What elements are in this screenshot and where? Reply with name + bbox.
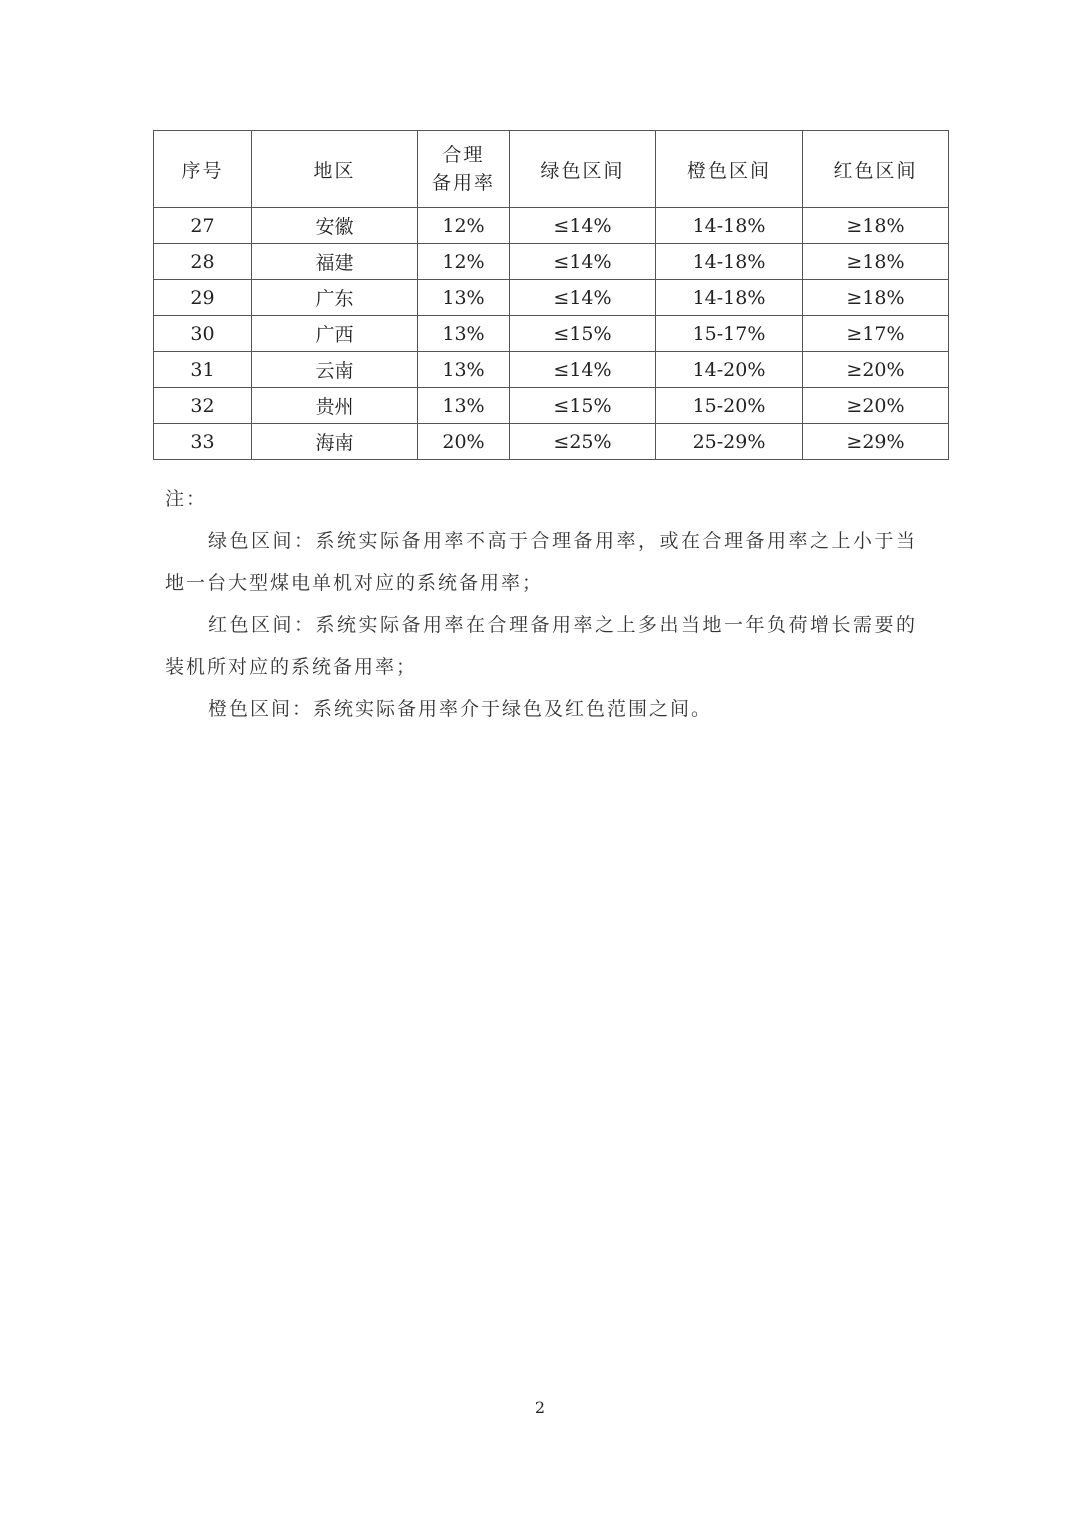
- cell-index: 28: [154, 244, 252, 280]
- table-row: [154, 244, 949, 280]
- cell-region: 云南: [252, 352, 418, 388]
- header-green-range: 绿色区间: [510, 131, 656, 208]
- cell-red-range: ≥18%: [803, 244, 949, 280]
- header-reasonable-rate: [418, 131, 510, 208]
- cell-region: 海南: [252, 424, 418, 460]
- cell-index: 29: [154, 280, 252, 316]
- cell-index: 33: [154, 424, 252, 460]
- cell-region: 广东: [252, 280, 418, 316]
- table-header-row: [154, 131, 949, 208]
- cell-index: 27: [154, 208, 252, 244]
- table-row: [154, 316, 949, 352]
- cell-orange-range: 25-29%: [656, 424, 803, 460]
- cell-green-range: ≤25%: [510, 424, 656, 460]
- cell-orange-range: 15-20%: [656, 388, 803, 424]
- cell-index: 32: [154, 388, 252, 424]
- cell-orange-range: 14-18%: [656, 280, 803, 316]
- cell-region: 安徽: [252, 208, 418, 244]
- cell-green-range: ≤15%: [510, 388, 656, 424]
- notes-section: [165, 478, 917, 730]
- cell-reasonable-rate: 20%: [418, 424, 510, 460]
- note-green-range: 绿色区间：系统实际备用率不高于合理备用率，或在合理备用率之上小于当地一台大型煤电单机对应的系统备用率；: [165, 530, 917, 594]
- header-red-range: 红色区间: [803, 131, 949, 208]
- cell-reasonable-rate: 13%: [418, 280, 510, 316]
- notes-label: 注：: [165, 488, 208, 510]
- header-region: 地区: [252, 131, 418, 208]
- cell-red-range: ≥29%: [803, 424, 949, 460]
- cell-orange-range: 14-20%: [656, 352, 803, 388]
- cell-region: 广西: [252, 316, 418, 352]
- cell-red-range: ≥18%: [803, 280, 949, 316]
- reserve-rate-table: [153, 130, 949, 460]
- cell-green-range: ≤14%: [510, 352, 656, 388]
- cell-reasonable-rate: 12%: [418, 208, 510, 244]
- note-red-range: 红色区间：系统实际备用率在合理备用率之上多出当地一年负荷增长需要的装机所对应的系统备用率；: [165, 614, 917, 678]
- table-row: [154, 388, 949, 424]
- table-row: [154, 208, 949, 244]
- note-orange-range: 橙色区间：系统实际备用率介于绿色及红色范围之间。: [208, 698, 713, 720]
- cell-green-range: ≤14%: [510, 244, 656, 280]
- cell-index: 30: [154, 316, 252, 352]
- cell-region: 贵州: [252, 388, 418, 424]
- header-index: 序号: [154, 131, 252, 208]
- header-reasonable-line1: 合理: [442, 144, 485, 166]
- cell-index: 31: [154, 352, 252, 388]
- cell-red-range: ≥17%: [803, 316, 949, 352]
- cell-reasonable-rate: 13%: [418, 316, 510, 352]
- cell-red-range: ≥20%: [803, 388, 949, 424]
- cell-region: 福建: [252, 244, 418, 280]
- page-number: 2: [534, 1398, 546, 1417]
- table-row: [154, 424, 949, 460]
- cell-reasonable-rate: 12%: [418, 244, 510, 280]
- cell-reasonable-rate: 13%: [418, 388, 510, 424]
- cell-green-range: ≤14%: [510, 280, 656, 316]
- table-row: [154, 352, 949, 388]
- cell-green-range: ≤14%: [510, 208, 656, 244]
- table-row: [154, 280, 949, 316]
- cell-orange-range: 15-17%: [656, 316, 803, 352]
- cell-reasonable-rate: 13%: [418, 352, 510, 388]
- cell-green-range: ≤15%: [510, 316, 656, 352]
- cell-orange-range: 14-18%: [656, 208, 803, 244]
- cell-red-range: ≥20%: [803, 352, 949, 388]
- cell-orange-range: 14-18%: [656, 244, 803, 280]
- cell-red-range: ≥18%: [803, 208, 949, 244]
- header-reasonable-line2: 备用率: [431, 172, 495, 194]
- header-orange-range: 橙色区间: [656, 131, 803, 208]
